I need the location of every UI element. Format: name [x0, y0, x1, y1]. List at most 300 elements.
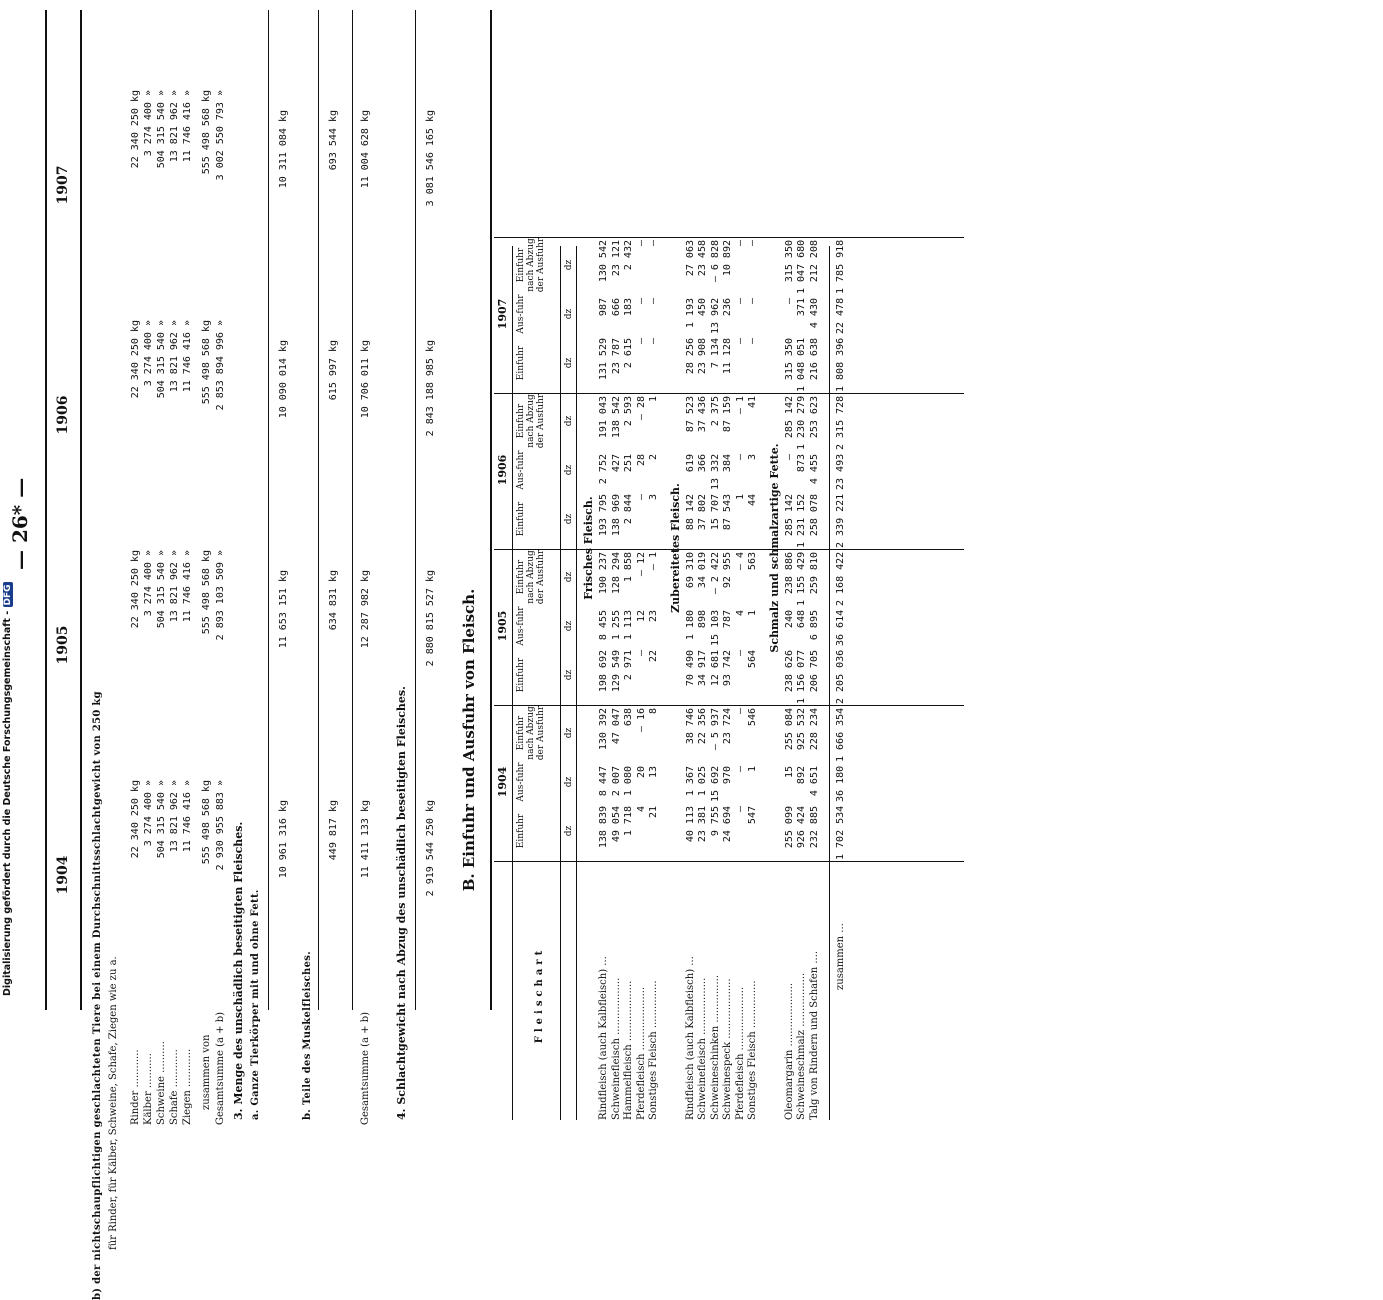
- menge-b-value: 693 544 kg: [328, 110, 339, 171]
- table-cell: —: [747, 338, 758, 345]
- table-cell: 4: [734, 610, 746, 617]
- table-cell: 130 542: [598, 240, 609, 283]
- table-cell: —: [648, 338, 659, 345]
- table-rule: [560, 246, 561, 1120]
- table-cell: —: [635, 650, 647, 657]
- zusammen-label: zusammen von: [201, 1034, 212, 1110]
- table-cell: —: [734, 454, 746, 461]
- header-rule: [80, 10, 82, 1010]
- table-cell: 34 917: [697, 650, 708, 687]
- animal-value: 504 315 540 »: [156, 320, 167, 399]
- table-cell: 371: [796, 298, 807, 317]
- year-header-1905: 1905: [55, 625, 71, 665]
- table-cell: — 4: [734, 552, 746, 571]
- table-cell: — 12: [635, 552, 647, 577]
- table-cell: 259 810: [808, 552, 820, 595]
- table-cell: 198 692: [598, 650, 609, 693]
- table-cell: — 6 828: [709, 240, 721, 283]
- table-cell: 191 043: [598, 396, 609, 439]
- table-total-cell: 36 180: [835, 765, 846, 802]
- table-cell: 92 955: [722, 552, 733, 589]
- table-cell: 255 099: [783, 806, 795, 849]
- table-cell: 129 549: [610, 650, 622, 693]
- table-cell: 27 063: [684, 240, 696, 277]
- animal-value: 504 315 540 »: [156, 780, 167, 859]
- table-cell: 987: [598, 298, 609, 317]
- table-cell: 15 103: [709, 609, 721, 646]
- table-subcol-header: Einfuhr nach Abzug der Ausfuhr: [516, 549, 546, 605]
- table-col-rule: [494, 861, 964, 862]
- table-cell: 1 230 279: [796, 395, 807, 450]
- gesamt2-value: 12 287 982 kg: [360, 570, 371, 649]
- table-cell: 44: [747, 494, 758, 507]
- table-cell: —: [783, 454, 795, 461]
- section-b-title: b) der nichtschaupflichtigen geschlachteten Tiere bei einem Durchschnittsschlachtgewicht von 250 kg: [92, 691, 103, 1300]
- page-number: — 26* —: [8, 477, 32, 570]
- table-total-cell: 22 478: [835, 297, 846, 334]
- table-cell: —: [635, 298, 647, 305]
- table-rule: [829, 246, 830, 1120]
- table-total-cell: 23 493: [835, 453, 846, 490]
- schlacht-value: 2 880 815 527 kg: [425, 570, 436, 667]
- table-cell: 384: [722, 454, 733, 473]
- table-cell: 15 692: [709, 765, 721, 802]
- table-cell: 15: [783, 766, 795, 779]
- table-cell: 1 180: [684, 610, 696, 641]
- table-cell: 315 350: [783, 338, 795, 381]
- table-cell: 24 694: [722, 806, 733, 843]
- year-header-1906: 1906: [55, 395, 71, 435]
- table-cell: 1: [648, 396, 659, 403]
- animal-value: 22 340 250 kg: [130, 320, 141, 399]
- table-row-label: Schweinefleisch ..................: [610, 977, 622, 1120]
- table-cell: 7 134: [709, 338, 721, 369]
- table-cell: —: [734, 650, 746, 657]
- animal-value: 13 821 962 »: [169, 90, 180, 163]
- menge-b-rule: [318, 10, 319, 1010]
- dfg-logo: DFG: [3, 584, 13, 606]
- table-cell: 13 962: [709, 297, 721, 334]
- table-total-cell: 2 339 221: [835, 493, 846, 548]
- table-cell: 232 885: [808, 806, 820, 849]
- table-cell: 8 447: [598, 766, 609, 797]
- table-cell: 23 724: [722, 708, 733, 745]
- table-rule: [576, 246, 577, 1120]
- table-group-title: Frisches Fleisch.: [582, 496, 595, 600]
- table-cell: 23 787: [610, 338, 622, 375]
- table-cell: —: [747, 298, 758, 305]
- animal-label: Kälber ...........: [143, 1053, 154, 1125]
- gesamt-value: 2 930 955 883 »: [215, 780, 226, 871]
- table-row-label: Hammelfleisch ...................: [623, 980, 634, 1120]
- table-year-header: 1905: [496, 610, 509, 642]
- gesamt-label: Gesamtsumme (a + b): [215, 1011, 226, 1125]
- gesamt2-value: 11 004 628 kg: [360, 110, 371, 189]
- table-cell: 4 430: [808, 298, 820, 329]
- table-cell: 93 742: [722, 650, 733, 687]
- table-cell: 666: [610, 298, 622, 317]
- table-cell: 1 047 680: [796, 239, 807, 294]
- table-cell: 87 523: [684, 396, 696, 433]
- table-cell: 23 908: [697, 338, 708, 375]
- table-total-cell: 2 205 036: [835, 649, 846, 704]
- table-cell: 1 025: [697, 766, 708, 797]
- table-cell: —: [734, 240, 746, 247]
- table-cell: 1 231 152: [796, 493, 807, 548]
- table-cell: 648: [796, 610, 807, 629]
- table-subcol-header: Einfuhr nach Abzug der Ausfuhr: [516, 705, 546, 761]
- table-cell: — 28: [635, 396, 647, 421]
- table-total-cell: 2 168 422: [835, 551, 846, 606]
- table-subcol-header: Einfuhr: [516, 657, 526, 693]
- table-cell: 216 638: [808, 338, 820, 381]
- table-unit: dz: [564, 571, 574, 583]
- schlacht-title: 4. Schlachtgewicht nach Abzug des unschädlich beseitigten Fleisches.: [395, 686, 408, 1120]
- section-b-title-2: für Rinder, für Kälber, Schweine, Schafe, Ziegen wie zu a.: [108, 956, 119, 1250]
- table-cell: 6 895: [808, 610, 820, 641]
- top-rule: [45, 10, 47, 1010]
- table-cell: 563: [747, 552, 758, 571]
- animal-value: 3 274 400 »: [143, 320, 154, 387]
- table-row-label: Sonstiges Fleisch ...............: [747, 980, 758, 1120]
- table-cell: 40 113: [684, 806, 696, 843]
- table-unit: dz: [564, 357, 574, 369]
- animal-value: 3 274 400 »: [143, 90, 154, 157]
- table-total-cell: 2 315 728: [835, 395, 846, 450]
- animal-value: 22 340 250 kg: [130, 780, 141, 859]
- table-cell: —: [734, 298, 746, 305]
- table-cell: 285 142: [783, 494, 795, 537]
- table-unit: dz: [564, 415, 574, 427]
- table-cell: 3: [747, 454, 758, 461]
- year-header-1904: 1904: [55, 855, 71, 895]
- table-unit: dz: [564, 825, 574, 837]
- table-cell: 547: [747, 806, 758, 825]
- table-unit: dz: [564, 259, 574, 271]
- table-col-rule: [494, 549, 964, 550]
- table-group-title: Zubereitetes Fleisch.: [668, 483, 682, 613]
- table-cell: 206 705: [808, 650, 820, 693]
- table-cell: 87 159: [722, 396, 733, 433]
- table-row-label: Sonstiges Fleisch ...............: [648, 980, 659, 1120]
- table-cell: 37 802: [697, 494, 708, 531]
- table-total-cell: 1 666 354: [835, 707, 846, 762]
- zusammen-value: 555 498 568 kg: [201, 550, 212, 635]
- table-cell: 128 294: [610, 552, 622, 595]
- animal-value: 13 821 962 »: [169, 780, 180, 853]
- menge-a: a. Ganze Tierkörper mit und ohne Fett.: [250, 889, 261, 1120]
- credit-text: Digitalisierung gefördert durch die Deutsche Forschungsgemeinschaft -: [2, 610, 13, 996]
- animal-value: 11 746 416 »: [182, 780, 193, 853]
- table-cell: 285 142: [783, 396, 795, 439]
- table-cell: 1 858: [623, 552, 634, 583]
- table-cell: —: [648, 240, 659, 247]
- table-cell: — 5 937: [709, 708, 721, 751]
- table-cell: 12: [635, 610, 647, 623]
- menge-a-rule: [268, 10, 269, 1010]
- gesamt2-value: 11 411 133 kg: [360, 800, 371, 879]
- table-row-label: Pferdefleisch ....................: [734, 986, 746, 1120]
- table-cell: — 2 422: [709, 552, 721, 595]
- animal-value: 504 315 540 »: [156, 550, 167, 629]
- table-subcol-header: Einfuhr nach Abzug der Ausfuhr: [516, 237, 546, 293]
- table-cell: 88 142: [684, 494, 696, 531]
- table-cell: 138 839: [598, 806, 609, 849]
- table-cell: —: [648, 298, 659, 305]
- table-cell: 13 332: [709, 453, 721, 490]
- table-cell: 212 208: [808, 240, 820, 283]
- table-cell: 255 084: [783, 708, 795, 751]
- table-cell: 23: [648, 610, 659, 623]
- table-cell: 190 237: [598, 552, 609, 595]
- table-cell: 1 255: [610, 610, 622, 641]
- menge-b-value: 449 817 kg: [328, 800, 339, 861]
- table-total-cell: 1 702 534: [835, 805, 846, 860]
- table-cell: 873: [796, 454, 807, 473]
- table-cell: 23 121: [610, 240, 622, 277]
- table-cell: 315 350: [783, 240, 795, 283]
- table-cell: 564: [747, 650, 758, 669]
- animal-value: 504 315 540 »: [156, 90, 167, 169]
- table-cell: 619: [684, 454, 696, 473]
- table-cell: 21: [648, 806, 659, 819]
- table-cell: 38 746: [684, 708, 696, 745]
- table-unit: dz: [564, 513, 574, 525]
- animal-value: 13 821 962 »: [169, 320, 180, 393]
- table-cell: 9 755: [709, 806, 721, 837]
- animal-value: 11 746 416 »: [182, 550, 193, 623]
- table-cell: —: [635, 494, 647, 501]
- table-cell: —: [635, 240, 647, 247]
- table-group-title: Schmalz und schmalzartige Fette.: [767, 443, 781, 653]
- table-cell: 1 080: [623, 766, 634, 797]
- menge-a-value: 10 961 316 kg: [278, 800, 289, 879]
- table-cell: 70 490: [684, 650, 696, 687]
- schlacht-rule: [415, 10, 416, 1010]
- table-unit: dz: [564, 464, 574, 476]
- gesamt2-value: 10 706 011 kg: [360, 340, 371, 419]
- table-cell: —: [747, 240, 758, 247]
- table-cell: 258 078: [808, 494, 820, 537]
- table-cell: 2 432: [623, 240, 634, 271]
- table-row-label: Talg von Rindern und Schafen ....: [808, 950, 820, 1120]
- table-cell: 2 007: [610, 766, 622, 797]
- table-row-label: Schweinefleisch ..................: [697, 977, 708, 1120]
- table-cell: 926 424: [796, 806, 807, 849]
- table-cell: 193 795: [598, 494, 609, 537]
- table-subcol-header: Aus-fuhr: [516, 606, 526, 646]
- table-row-label: Rindfleisch (auch Kalbfleisch) ...: [598, 956, 609, 1120]
- table-cell: 138 542: [610, 396, 622, 439]
- table-unit: dz: [564, 308, 574, 320]
- table-total-cell: 36 614: [835, 609, 846, 646]
- table-subcol-header: Aus-fuhr: [516, 762, 526, 802]
- table-cell: 1 156 077: [796, 649, 807, 704]
- table-row-label: Schweineschmalz .................: [796, 972, 807, 1120]
- table-cell: 2 375: [709, 396, 721, 427]
- table-cell: —: [783, 298, 795, 305]
- table-cell: 238 626: [783, 650, 795, 693]
- table-row-label: Rindfleisch (auch Kalbfleisch) ...: [684, 956, 696, 1120]
- table-cell: 1 048 051: [796, 337, 807, 392]
- table-col-rule: [494, 393, 964, 394]
- table-cell: 970: [722, 766, 733, 785]
- table-subcol-header: Aus-fuhr: [516, 450, 526, 490]
- table-subcol-header: Einfuhr: [516, 501, 526, 537]
- zusammen-value: 555 498 568 kg: [201, 90, 212, 175]
- table-cell: 1: [747, 766, 758, 773]
- table-cell: 23 458: [697, 240, 708, 277]
- animal-label: Ziegen ............: [182, 1048, 193, 1125]
- animal-value: 11 746 416 »: [182, 90, 193, 163]
- menge-title: 3. Menge des unschädlich beseitigten Fleisches.: [232, 821, 245, 1120]
- table-cell: —: [635, 338, 647, 345]
- table-cell: 253 623: [808, 396, 820, 439]
- table-cell: 2 844: [623, 494, 634, 525]
- animal-value: 3 274 400 »: [143, 780, 154, 847]
- table-cell: —: [734, 338, 746, 345]
- table-cell: 892: [796, 766, 807, 785]
- table-cell: — 1: [734, 396, 746, 415]
- table-cell: 1: [734, 494, 746, 501]
- animal-value: 13 821 962 »: [169, 550, 180, 623]
- table-row-label: Schweineschinken ...............: [709, 974, 721, 1120]
- animal-value: 22 340 250 kg: [130, 90, 141, 169]
- schlacht-value: 2 919 544 250 kg: [425, 800, 436, 897]
- table-cell: — 16: [635, 708, 647, 733]
- table-cell: 87 543: [722, 494, 733, 531]
- animal-label: Rinder ............: [130, 1049, 141, 1125]
- table-cell: 1 718: [623, 806, 634, 837]
- table-cell: 2: [648, 454, 659, 461]
- table-cell: 23 381: [697, 806, 708, 843]
- gesamt-value: 3 002 550 793 »: [215, 90, 226, 181]
- table-cell: 138 969: [610, 494, 622, 537]
- table-cell: 898: [697, 610, 708, 629]
- table-subcol-header: Einfuhr: [516, 345, 526, 381]
- animal-value: 3 274 400 »: [143, 550, 154, 617]
- table-row-label: Schweinespeck ...................: [722, 978, 733, 1120]
- table-cell: —: [734, 766, 746, 773]
- schlacht-value: 3 081 546 165 kg: [425, 110, 436, 207]
- table-total-label: zusammen ...: [835, 923, 846, 990]
- table-cell: 1: [747, 610, 758, 617]
- table-cell: 3: [648, 494, 659, 501]
- table-cell: 22 356: [697, 708, 708, 745]
- animal-value: 22 340 250 kg: [130, 550, 141, 629]
- table-cell: 49 054: [610, 806, 622, 843]
- schlacht-value: 2 843 188 985 kg: [425, 340, 436, 437]
- animal-label: Schafe ............: [169, 1049, 180, 1125]
- table-cell: 228 234: [808, 708, 820, 751]
- table-cell: 1 155 429: [796, 551, 807, 606]
- table-cell: 2 615: [623, 338, 634, 369]
- animal-label: Schweine ..........: [156, 1041, 167, 1125]
- table-cell: 546: [747, 708, 758, 727]
- table-cell: 22: [648, 650, 659, 663]
- part-b-title: B. Einfuhr und Ausfuhr von Fleisch.: [460, 588, 478, 892]
- table-cell: 925 532: [796, 708, 807, 751]
- table-cell: 8: [648, 708, 659, 715]
- table-total-cell: 1 785 918: [835, 239, 846, 294]
- table-unit: dz: [564, 669, 574, 681]
- table-cell: — 1: [648, 552, 659, 571]
- zusammen-value: 555 498 568 kg: [201, 780, 212, 865]
- menge-a-value: 10 311 084 kg: [278, 110, 289, 189]
- table-cell: 366: [697, 454, 708, 473]
- table-cell: 1 113: [623, 610, 634, 641]
- table-unit: dz: [564, 620, 574, 632]
- table-total-cell: 1 808 396: [835, 337, 846, 392]
- table-row-label: Pferdefleisch ....................: [635, 986, 647, 1120]
- dfg-credit: [2, 584, 16, 996]
- table-cell: 4 651: [808, 766, 820, 797]
- menge-a-value: 10 090 014 kg: [278, 340, 289, 419]
- table-cell: —: [734, 806, 746, 813]
- table-cell: 131 529: [598, 338, 609, 381]
- menge-b-value: 615 997 kg: [328, 340, 339, 401]
- table-year-header: 1904: [496, 766, 509, 798]
- table-cell: 2 971: [623, 650, 634, 681]
- table-cell: 37 436: [697, 396, 708, 433]
- gesamt2-label: Gesamtsumme (a + b): [360, 1011, 371, 1125]
- table-cell: 13: [648, 766, 659, 779]
- table-cell: 34 019: [697, 552, 708, 589]
- table-cell: 47 047: [610, 708, 622, 745]
- table-cell: 15 707: [709, 494, 721, 531]
- table-cell: 2 593: [623, 396, 634, 427]
- table-cell: 183: [623, 298, 634, 317]
- dfg-credit-text: [2, 584, 16, 996]
- table-top-rule: [490, 10, 492, 1010]
- table-cell: 1 367: [684, 766, 696, 797]
- table-rule: [512, 246, 513, 1120]
- table-cell: 638: [623, 708, 634, 727]
- table-cell: 450: [697, 298, 708, 317]
- table-cell: 787: [722, 610, 733, 629]
- menge-b-value: 634 831 kg: [328, 570, 339, 631]
- table-year-header: 1906: [496, 454, 509, 486]
- table-unit: dz: [564, 727, 574, 739]
- gesamt-value: 2 853 894 996 »: [215, 320, 226, 411]
- menge-a-value: 11 653 151 kg: [278, 570, 289, 649]
- table-cell: 236: [722, 298, 733, 317]
- table-subcol-header: Einfuhr: [516, 813, 526, 849]
- table-cell: 8 455: [598, 610, 609, 641]
- table-rowhead: Fleischart: [534, 946, 545, 1044]
- table-cell: 240: [783, 610, 795, 629]
- gesamt2-rule: [352, 10, 353, 1010]
- table-cell: 251: [623, 454, 634, 473]
- table-col-rule: [494, 705, 964, 706]
- table-cell: 10 892: [722, 240, 733, 277]
- table-subcol-header: Einfuhr nach Abzug der Ausfuhr: [516, 393, 546, 449]
- table-cell: 12 681: [709, 650, 721, 687]
- table-cell: 11 128: [722, 338, 733, 375]
- table-cell: 41: [747, 396, 758, 409]
- year-header-1907: 1907: [55, 165, 71, 205]
- table-cell: 28 256: [684, 338, 696, 375]
- table-unit: dz: [564, 776, 574, 788]
- table-cell: —: [734, 708, 746, 715]
- table-cell: 427: [610, 454, 622, 473]
- table-cell: 130 392: [598, 708, 609, 751]
- table-cell: 20: [635, 766, 647, 779]
- menge-b: b. Teile des Muskelfleisches.: [302, 950, 313, 1120]
- table-subcol-header: Aus-fuhr: [516, 294, 526, 334]
- zusammen-value: 555 498 568 kg: [201, 320, 212, 405]
- table-row-label: Oleomargarin ....................: [783, 982, 795, 1120]
